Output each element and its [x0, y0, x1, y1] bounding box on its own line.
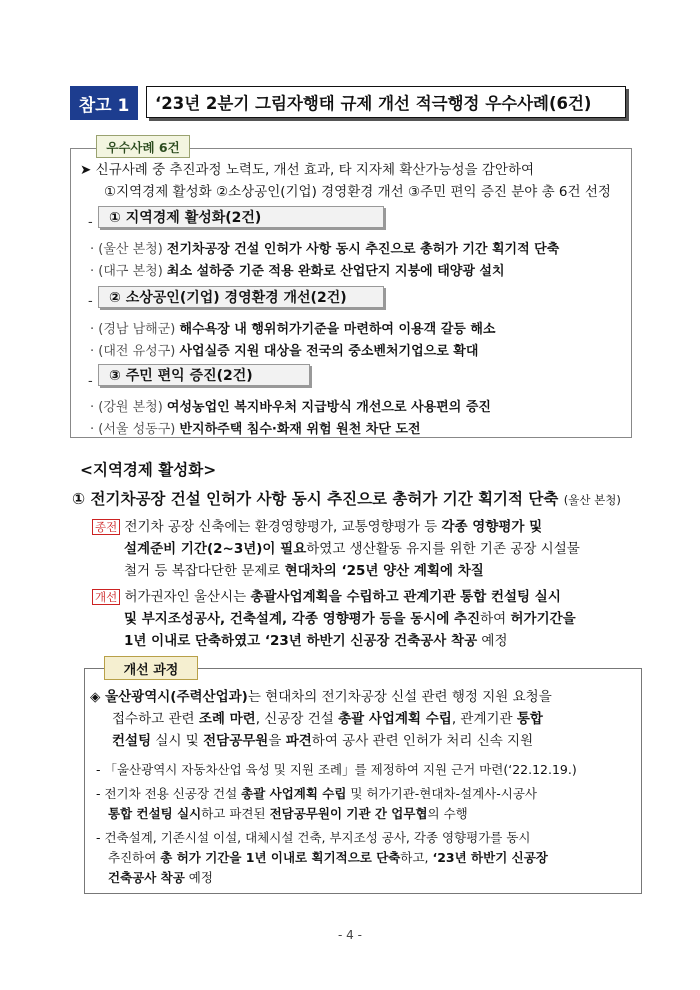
- section-title: <지역경제 활성화>: [80, 461, 217, 479]
- reference-label: 참고 1: [70, 86, 138, 120]
- category-1: ① 지역경제 활성화(2건): [98, 206, 384, 228]
- process-sub-3: - 건축설계, 기존시설 이설, 대체시설 건축, 부지조성 공사, 각종 영향평가를 동시 추진하여 총 허가 기간을 1년 이내로 획기적으로 단축하고, ‘23년 하반기 신공장 건축공사 착공 예정: [96, 830, 548, 885]
- process-main: ◈ 울산광역시(주력산업과)는 현대차의 전기차공장 신설 관련 행정 지원 요청을 접수하고 관련 조례 마련, 신공장 건설 총괄 사업계획 수립, 관계기관 통합 컨설팅 실시 및 전담공무원을 파견하여 공사 관련 인허가 처리 신속 지원: [90, 689, 552, 749]
- category-3: ③ 주민 편익 증진(2건): [98, 364, 310, 386]
- dash-marker: -: [88, 215, 93, 230]
- case-item: · (대구 본청) 최소 설하중 기준 적용 완화로 산업단지 지붕에 태양광 설치: [90, 264, 505, 279]
- page-title: ‘23년 2분기 그림자행태 규제 개선 적극행정 우수사례(6건): [146, 86, 626, 118]
- before-paragraph: 종전 전기차 공장 신축에는 환경영향평가, 교통영향평가 등 각종 영향평가 및 설계준비 기간(2~3년)이 필요하였고 생산활동 유지를 위한 기존 공장 시설물 철거 등 복잡다단한 문제로 현대차의 ‘25년 양산 계획에 차질: [92, 516, 637, 582]
- page-number: - 4 -: [338, 928, 362, 942]
- case-item: · (대전 유성구) 사업실증 지원 대상을 전국의 중소벤처기업으로 확대: [90, 344, 479, 359]
- category-2: ② 소상공인(기업) 경영환경 개선(2건): [98, 286, 384, 308]
- after-paragraph: 개선 허가권자인 울산시는 총괄사업계획을 수립하고 관계기관 통합 컨설팅 실시 및 부지조성공사, 건축설계, 각종 영향평가 등을 동시에 추진하여 허가기간을 1년 이내로 단축하였고 ‘23년 하반기 신공장 건축공사 착공 예정: [92, 586, 637, 652]
- process-sub-2: - 전기차 전용 신공장 건설 총괄 사업계획 수립 및 허가기관-현대차-설계사-시공사 통합 컨설팅 실시하고 파견된 전담공무원이 기관 간 업무협의 수행: [96, 786, 537, 821]
- case-item: · (경남 남해군) 해수욕장 내 행위허가기준을 마련하여 이용객 갈등 해소: [90, 322, 496, 337]
- process-sub-1: - 「울산광역시 자동차산업 육성 및 지원 조례」를 제정하여 지원 근거 마련(‘22.12.19.): [96, 762, 577, 777]
- summary-tag: 우수사례 6건: [96, 135, 190, 158]
- summary-intro-1: ➤ 신규사례 중 추진과정 노력도, 개선 효과, 타 지자체 확산가능성을 감안하여: [80, 162, 535, 178]
- case-item: · (서울 성동구) 반지하주택 침수·화재 위험 원천 차단 도전: [90, 422, 421, 437]
- case-item: · (강원 본청) 여성농업인 복지바우처 지급방식 개선으로 사용편의 증진: [90, 400, 491, 415]
- process-tag: 개선 과정: [104, 656, 198, 680]
- dash-marker: -: [88, 374, 93, 389]
- arrow-icon: ➤: [80, 162, 96, 178]
- case-item: · (울산 본청) 전기차공장 건설 인허가 사항 동시 추진으로 총허가 기간 획기적 단축: [90, 242, 560, 257]
- after-tag: 개선: [92, 589, 120, 605]
- summary-intro-2: ①지역경제 활성화 ②소상공인(기업) 경영환경 개선 ③주민 편익 증진 분야 총 6건 선정: [104, 184, 611, 200]
- before-tag: 종전: [92, 519, 120, 535]
- case-title: ① 전기차공장 건설 인허가 사항 동시 추진으로 총허가 기간 획기적 단축 (울산 본청): [72, 490, 621, 508]
- dash-marker: -: [88, 294, 93, 309]
